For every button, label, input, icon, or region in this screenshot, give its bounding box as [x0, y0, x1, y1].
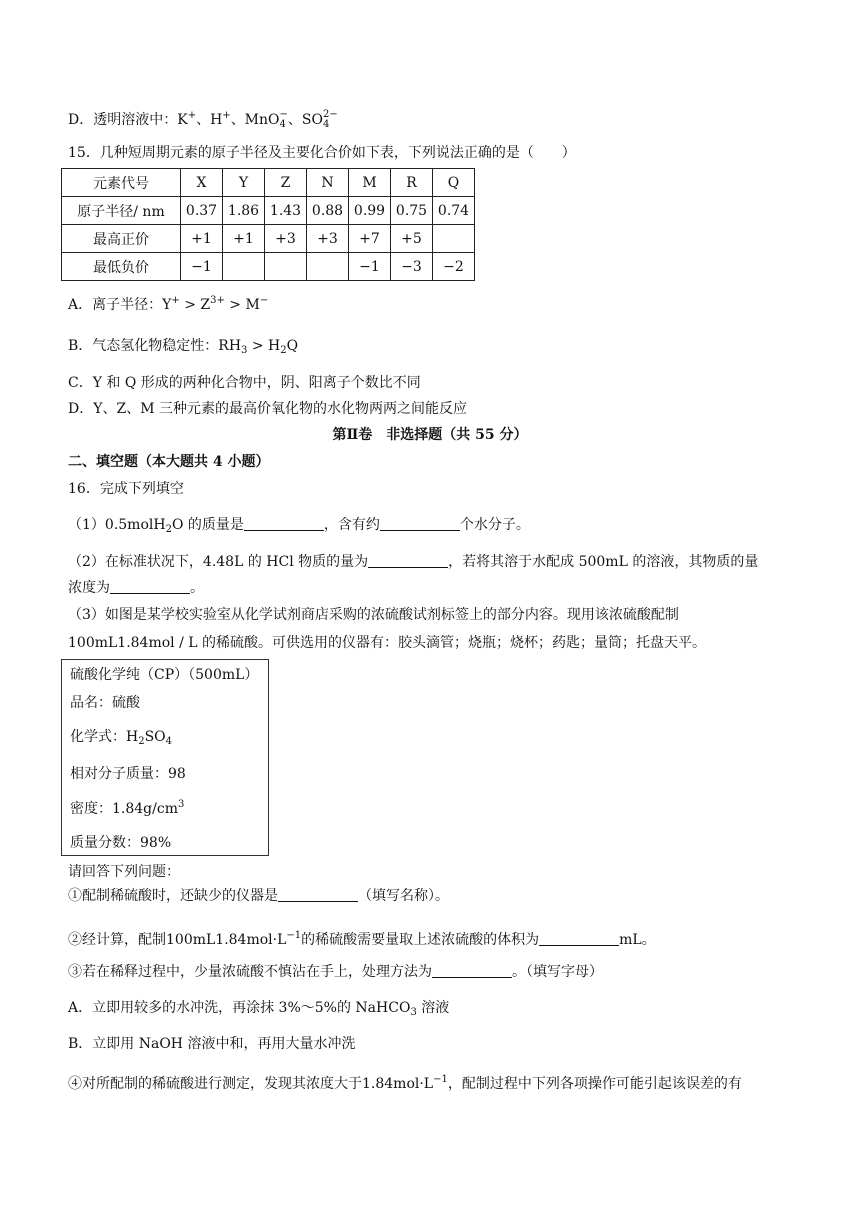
label-line: 相对分子质量：98	[70, 766, 186, 782]
q15-option-c: C．Y 和 Q 形成的两种化合物中，阴、阳离子个数比不同	[68, 375, 421, 391]
q16-part2-line2: 浓度为 。	[68, 580, 204, 596]
label-line: 质量分数：98%	[70, 835, 172, 851]
table-row: 最低负价 −1 −1 −3 −2	[62, 253, 475, 281]
table-row: 元素代号 X Y Z N M R Q	[62, 169, 475, 197]
label-line: 密度：$1.84g/cm^3$	[70, 799, 185, 817]
q16-part2-line1: （2）在标准状况下，4.48L 的 HCl 物质的量为 ，若将其溶于水配成 500mL 的溶液，其物质的量	[68, 554, 759, 570]
answer-blank[interactable]	[432, 963, 512, 978]
q15-option-a: A．离子半径：$Y^+ > Z^{3+} > M^-$	[68, 295, 269, 313]
q15-option-b: B．气态氢化物稳定性：$RH_3 > H_2Q$	[68, 338, 299, 356]
q16-sub4: ④对所配制的稀硫酸进行测定，发现其浓度大于$1.84mol\cdot L^{-1}$，配制过程中下列各项操作可能引起该误差的有	[68, 1074, 742, 1092]
table-row: 最高正价 +1 +1 +3 +3 +7 +5	[62, 225, 475, 253]
label-line: 品名：硫酸	[70, 695, 140, 711]
q15-option-d: D．Y、Z、M 三种元素的最高价氧化物的水化物两两之间能反应	[68, 401, 467, 417]
answer-blank[interactable]	[539, 931, 619, 946]
part2-heading: 二、填空题（本大题共 4 小题）	[68, 454, 270, 470]
answer-blank[interactable]	[278, 887, 358, 902]
q16-sub3: ③若在稀释过程中，少量浓硫酸不慎沾在手上，处理方法为 。（填写字母）	[68, 964, 603, 980]
label-line: 硫酸化学纯（CP）（500mL）	[70, 667, 259, 683]
q16-stem: 16．完成下列填空	[68, 481, 184, 497]
q16-sub3-option-b: B．立即用 NaOH 溶液中和，再用大量水冲洗	[68, 1036, 356, 1052]
answer-blank[interactable]	[368, 553, 448, 568]
element-table	[61, 168, 475, 281]
answer-blank[interactable]	[110, 579, 190, 594]
q16-sub3-option-a: A．立即用较多的水冲洗，再涂抹 3%～5%的 NaHCO$_3$ 溶液	[68, 1000, 450, 1018]
answer-blank[interactable]	[244, 516, 324, 531]
reagent-label-box	[61, 659, 269, 856]
mno4-subsup: − 4	[279, 109, 288, 130]
q16-part1: （1）0.5molH$_2$O 的质量是 ，含有约 个水分子。	[68, 517, 530, 535]
label-line: 化学式：$H_2SO_4$	[70, 729, 173, 747]
q16-sub2: ②经计算，配制$100mL1.84mol\cdot L^{-1}$的稀硫酸需要量取上述浓硫酸的体积为 mL。	[68, 930, 656, 948]
q16-part3-line1: （3）如图是某学校实验室从化学试剂商店采购的浓硫酸试剂标签上的部分内容。现用该浓硫酸配制	[68, 607, 679, 623]
table-row: 原子半径/ nm 0.37 1.86 1.43 0.88 0.99 0.75 0.74	[62, 197, 475, 225]
so4-subsup: 2− 4	[323, 109, 338, 130]
section2-title: 第Ⅱ卷 非选择题（共 55 分）	[332, 427, 528, 443]
q15-stem: 15．几种短周期元素的原子半径及主要化合价如下表，下列说法正确的是（ ）	[68, 145, 576, 161]
q16-part3-line2: 100mL1.84mol / L 的稀硫酸。可供选用的仪器有：胶头滴管；烧瓶；烧杯；药匙；量筒；托盘天平。	[68, 635, 707, 651]
q16-ask: 请回答下列问题：	[68, 864, 180, 880]
q16-sub1: ①配制稀硫酸时，还缺少的仪器是 （填写名称）。	[68, 888, 449, 904]
q14-option-d: D．透明溶液中：K+、H+、MnO − 4 、SO 2− 4	[68, 109, 338, 130]
answer-blank[interactable]	[380, 516, 460, 531]
